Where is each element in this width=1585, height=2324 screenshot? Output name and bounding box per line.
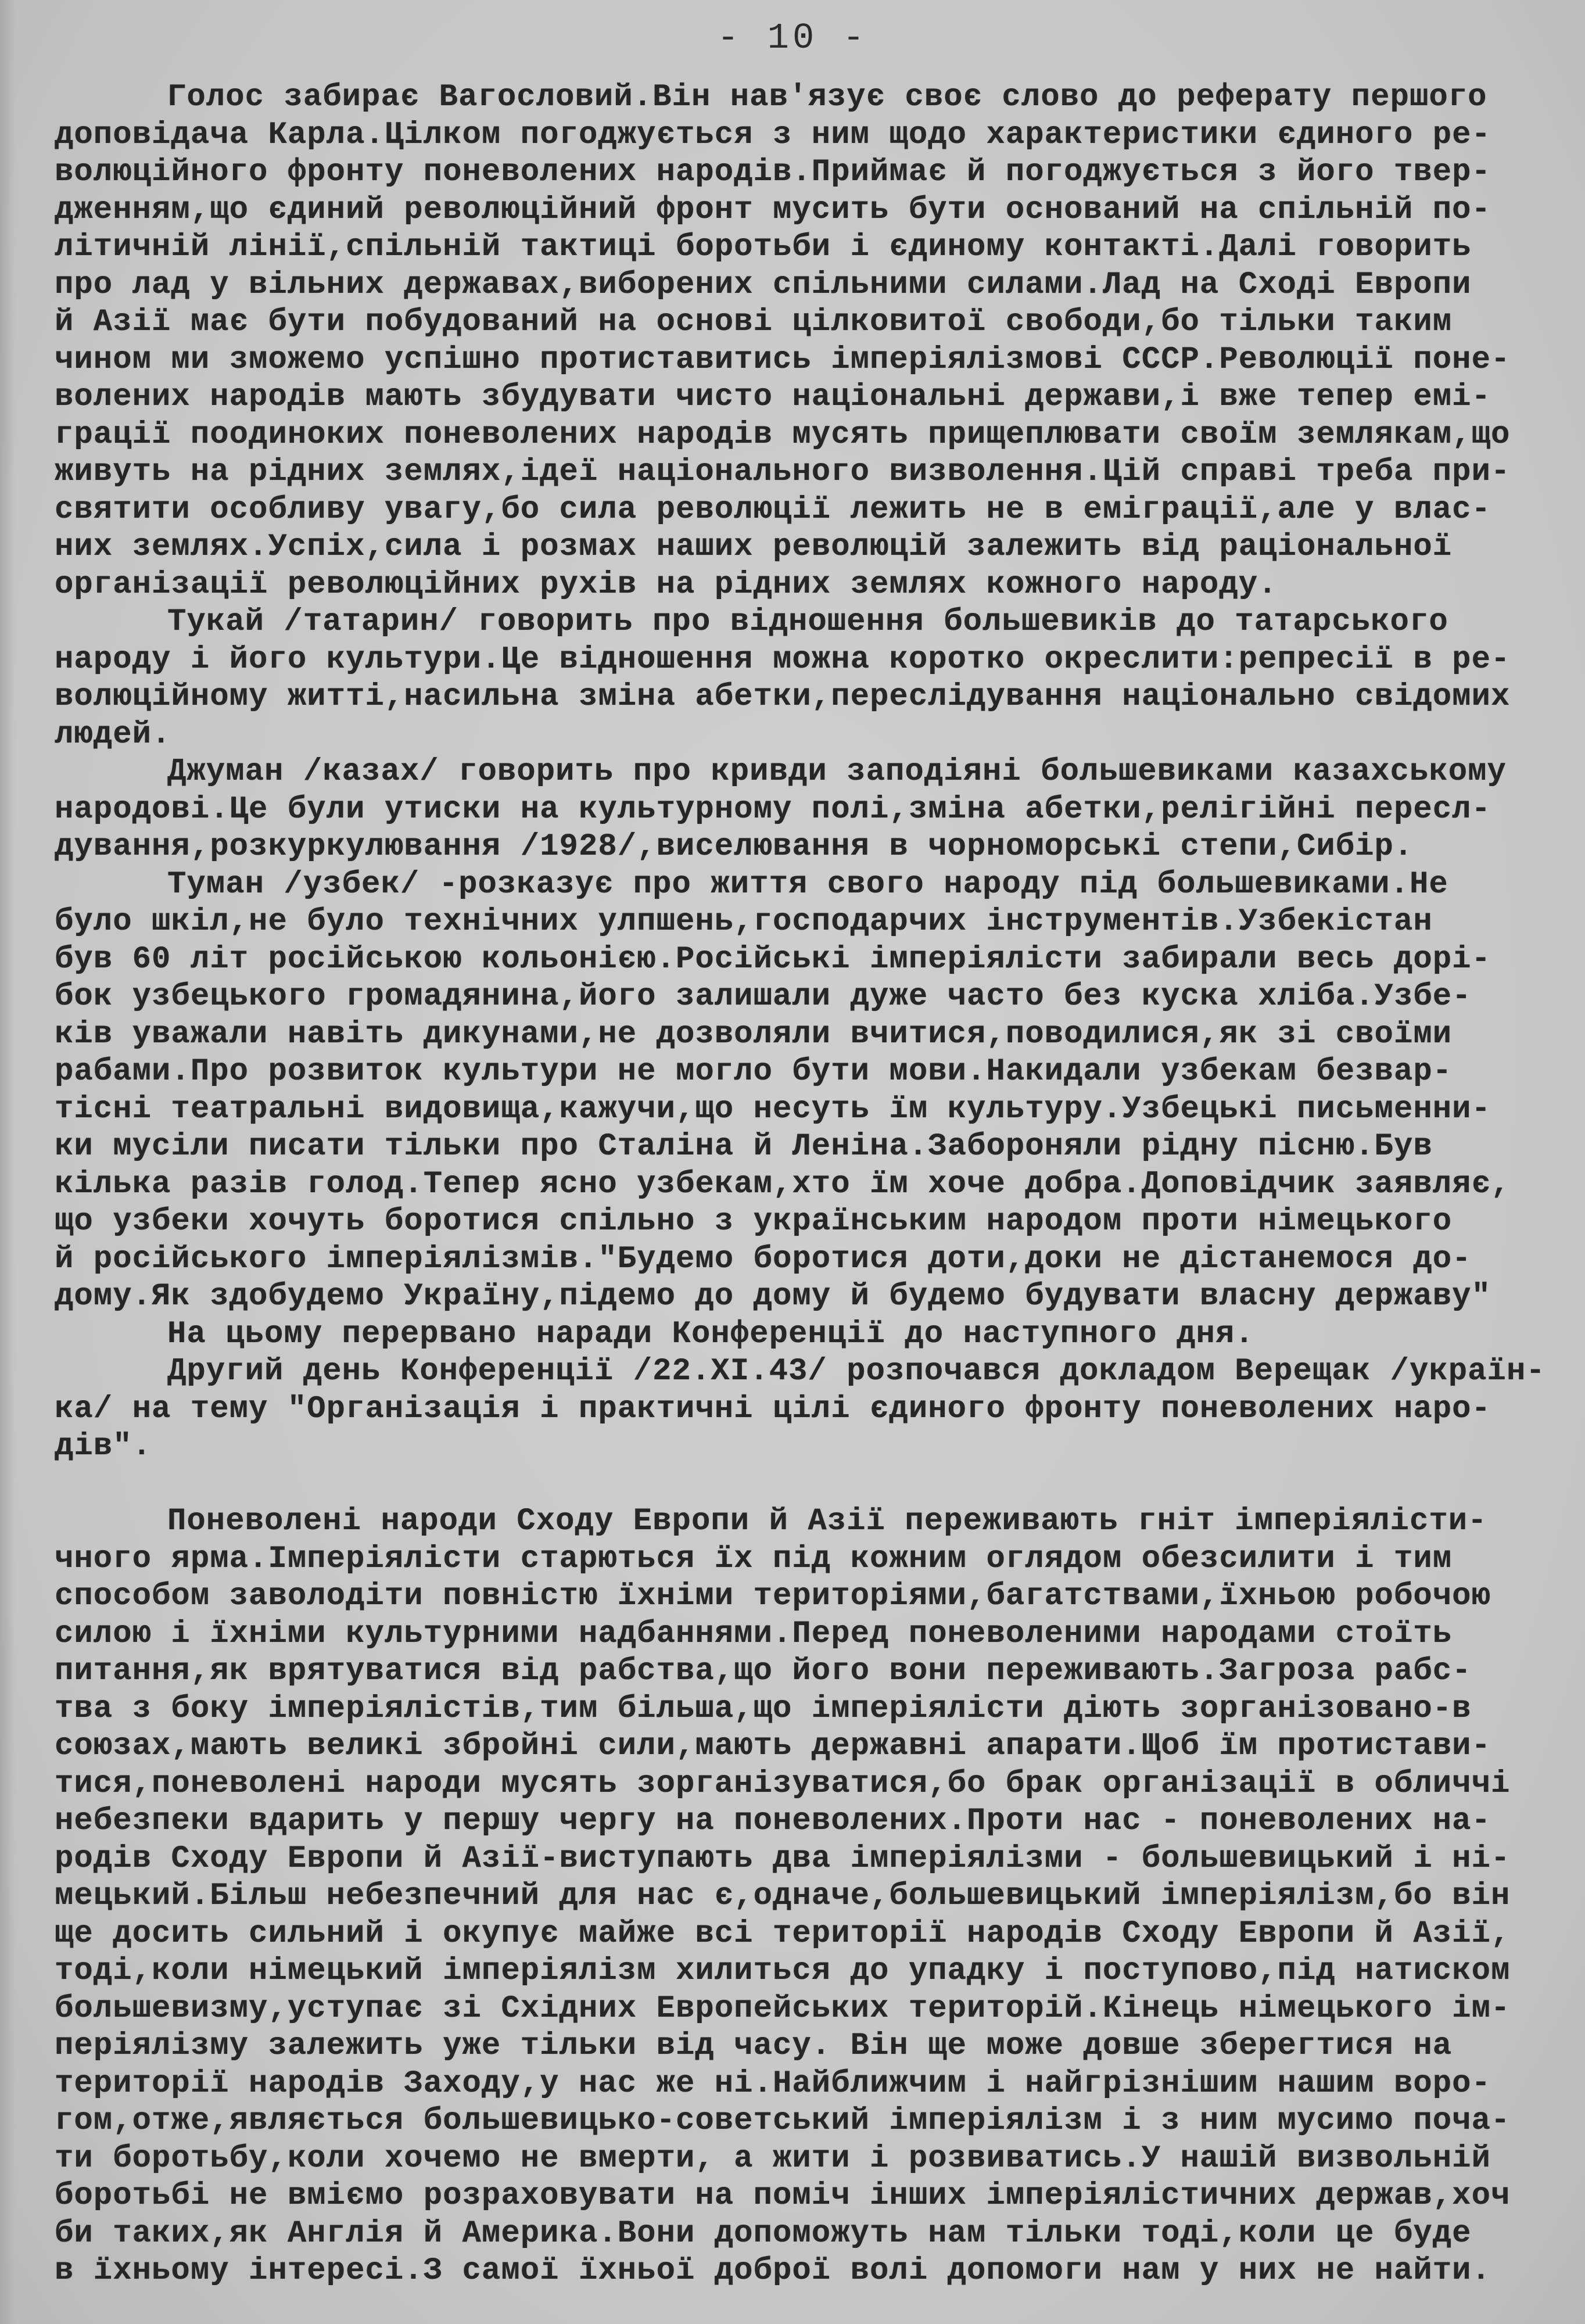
text-line: них землях.Успіх,сила і розмах наших революцій залежить від раціональної: [55, 529, 1453, 565]
paragraph: [55, 1316, 1559, 1354]
text-line: тися,поневолені народи мусять зорганізуватися,бо брак організації в обличчі: [55, 1766, 1511, 1802]
text-line: ки мусіли писати тільки про Сталіна й Леніна.Забороняли рідну пісню.Був: [55, 1129, 1433, 1164]
text-line: На цьому перервано наради Конференції до наступного дня.: [167, 1316, 1254, 1352]
text-line: небезпеки вдарить у першу чергу на поневолених.Проти нас - поневолених на-: [55, 1803, 1491, 1839]
text-line: народові.Це були утиски на культурному полі,зміна абетки,релігійні пересл-: [55, 791, 1491, 827]
text-line: мецький.Більш небезпечний для нас є,одначе,большевицький імперіялізм,бо він: [55, 1878, 1511, 1914]
text-line: чином ми зможемо успішно протиставитись імперіялізмові СССР.Революції поне-: [55, 342, 1511, 378]
text-line: людей.: [55, 716, 171, 752]
text-line: ще досить сильний і окупує майже всі території народів Сходу Европи й Азії,: [55, 1916, 1511, 1952]
text-line: Поневолені народи Сходу Европи й Азії переживають гніт імперіялісти-: [167, 1504, 1487, 1539]
text-line: Голос забирає Вагословий.Він нав'язує своє слово до реферату першого: [167, 80, 1487, 115]
text-line: території народів Заходу,у нас же ні.Найближчим і найгрізнішим нашим воро-: [55, 2065, 1491, 2101]
text-line: що узбеки хочуть боротися спільно з українським народом проти німецького: [55, 1204, 1453, 1239]
text-line: волюційного фронту поневолених народів.Приймає й погоджується з його твер-: [55, 155, 1491, 190]
paragraph: [55, 866, 1559, 1316]
page-shadow-edge: [0, 0, 15, 2324]
text-line: силою і їхніми культурними надбаннями.Перед поневоленими народами стоїть: [55, 1616, 1453, 1652]
text-line: Туман /узбек/ -розказує про життя свого народу під большевиками.Не: [167, 866, 1448, 902]
text-line: рабами.Про розвиток культури не могло бути мови.Накидали узбекам безвар-: [55, 1054, 1453, 1089]
text-line: дування,розкуркулювання /1928/,виселювання в чорноморські степи,Сибір.: [55, 829, 1414, 865]
text-line: ків уважали навіть дикунами,не дозволяли вчитися,поводилися,як зі своїми: [55, 1016, 1453, 1052]
text-line: чного ярма.Імперіялісти старються їх під кожним оглядом обезсилити і тим: [55, 1541, 1453, 1577]
text-line: питання,як врятуватися від рабства,що його вони переживають.Загроза рабс-: [55, 1654, 1472, 1689]
text-line: дженням,що єдиний революційний фронт мусить бути оснований на спільній по-: [55, 192, 1491, 228]
text-line: Тукай /татарин/ говорить про відношення большевиків до татарського: [167, 604, 1448, 640]
text-line: грації поодиноких поневолених народів мусять прищеплювати своїм землякам,що: [55, 417, 1511, 453]
text-line: було шкіл,не було технічних улпшень,господарчих інструментів.Узбекістан: [55, 904, 1433, 939]
text-line: доповідача Карла.Цілком погоджується з ним щодо характеристики єдиного ре-: [55, 117, 1491, 153]
text-line: й російського імперіялізмів."Будемо боротися доти,доки не дістанемося до-: [55, 1241, 1472, 1277]
text-line: святити особливу увагу,бо сила революції лежить не в еміграції,але у влас-: [55, 492, 1491, 528]
text-line: й Азії має бути побудований на основі цілковитої свободи,бо тільки таким: [55, 304, 1453, 340]
text-line: народу і його культури.Це відношення можна коротко окреслити:репресії в ре-: [55, 641, 1511, 677]
text-line: бок узбецького громадянина,його залишали дуже часто без куска хліба.Узбе-: [55, 979, 1472, 1014]
text-line: большевизму,уступає зі Східних Европейських територій.Кінець німецького ім-: [55, 1991, 1511, 2027]
text-line: тоді,коли німецький імперіялізм хилиться до упадку і поступово,під натиском: [55, 1953, 1511, 1989]
page-number: - 10 -: [717, 17, 868, 59]
text-line: періялізму залежить уже тільки від часу. Він ще може довше зберегтися на: [55, 2028, 1453, 2064]
paragraph: [55, 1353, 1559, 1466]
text-line: волюційному житті,насильна зміна абетки,переслідування національно свідомих: [55, 679, 1511, 715]
paragraph: [55, 79, 1559, 604]
text-line: тва з боку імперіялістів,тим більша,що імперіялісти діють зорганізовано-в: [55, 1691, 1472, 1727]
text-line: в їхньому інтересі.З самої їхньої доброї волі допомоги нам у них не найти.: [55, 2253, 1491, 2289]
text-line: дому.Як здобудемо Україну,підемо до дому й будемо будувати власну державу": [55, 1279, 1491, 1314]
text-line: ка/ на тему "Організація і практичні цілі єдиного фронту поневолених наро-: [55, 1391, 1491, 1427]
text-line: Другий день Конференції /22.XI.43/ розпочався докладом Верещак /україн-: [167, 1354, 1545, 1389]
text-line: кілька разів голод.Тепер ясно узбекам,хто їм хоче добра.Доповідчик заявляє,: [55, 1166, 1511, 1202]
paragraph: [55, 754, 1559, 866]
text-line: організації революційних рухів на рідних землях кожного народу.: [55, 566, 1278, 602]
text-line: волених народів мають збудувати чисто національні держави,і вже тепер емі-: [55, 379, 1491, 415]
text-line: був 60 літ російською кольонією.Російські імперіялісти забирали весь дорі-: [55, 941, 1491, 977]
text-line: Джуман /казах/ говорить про кривди заподіяні большевиками казахському: [167, 754, 1507, 790]
text-line: би таких,як Англія й Америка.Вони допоможуть нам тільки тоді,коли це буде: [55, 2215, 1472, 2251]
text-line: живуть на рідних землях,ідеї національного визволення.Цій справі треба при-: [55, 454, 1511, 490]
text-line: тісні театральні видовища,кажучи,що несуть їм культуру.Узбецькі письменни-: [55, 1091, 1491, 1127]
paragraph: [55, 1503, 1559, 2290]
text-line: боротьбі не вміємо розраховувати на поміч інших імперіялістичних держав,хоч: [55, 2178, 1511, 2214]
paragraph: [55, 604, 1559, 754]
text-line: про лад у вільних державах,виборених спільними силами.Лад на Сході Европи: [55, 267, 1472, 303]
text-line: літичній лінії,спільній тактиці боротьби і єдиному контакті.Далі говорить: [55, 229, 1472, 265]
text-line: союзах,мають великі збройні сили,мають державні апарати.Щоб їм протистави-: [55, 1728, 1491, 1764]
text-line: способом заволодіти повністю їхніми територіями,багатствами,їхньою робочою: [55, 1579, 1491, 1614]
text-line: ти боротьбу,коли хочемо не вмерти, а жити і розвиватись.У нашій визвольній: [55, 2140, 1491, 2176]
text-line: дів".: [55, 1429, 152, 1464]
text-line: родів Сходу Европи й Азії-виступають два імперіялізми - большевицький і ні-: [55, 1841, 1511, 1877]
typewritten-body: [55, 79, 1559, 2290]
text-line: гом,отже,являється большевицько-советський імперіялізм і з ним мусимо поча-: [55, 2103, 1511, 2139]
